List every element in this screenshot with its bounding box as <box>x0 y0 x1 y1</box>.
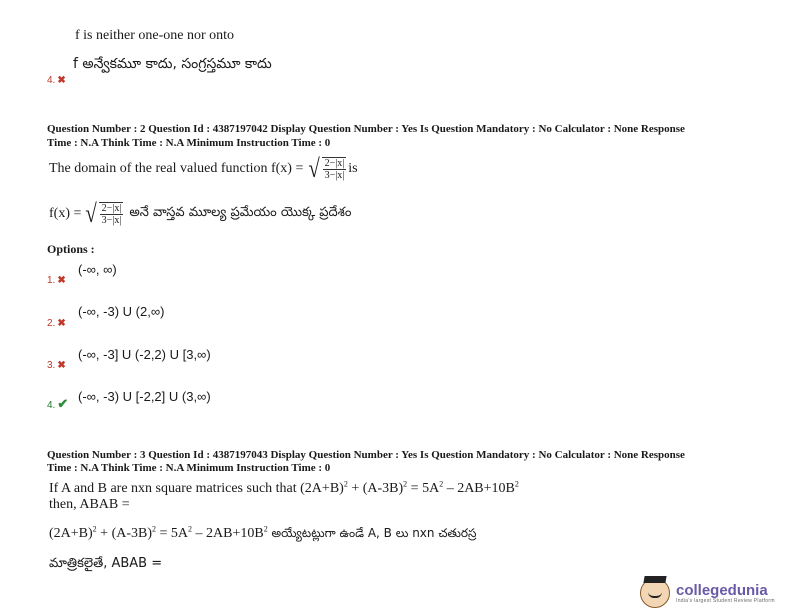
sqrt-icon: √ <box>85 199 98 228</box>
option-number: 1. <box>47 275 56 286</box>
sqrt-expression <box>84 199 123 228</box>
logo-tagline: India's largest Student Review Platform <box>676 597 775 604</box>
text-segment: – 2AB+10B <box>192 526 264 541</box>
option-2-marker <box>47 313 66 331</box>
sqrt-expression <box>307 154 346 183</box>
superscript: 2 <box>343 479 348 489</box>
q2-stem-en <box>49 154 358 183</box>
check-icon: ✔ <box>57 396 69 411</box>
option-1-text: (-∞, ∞) <box>78 262 117 277</box>
superscript: 2 <box>403 479 408 489</box>
text-segment: + (A-3B) <box>347 481 404 496</box>
q1-option-text-te: f అన్వేకమూ కాదు, సంగ్రస్తమూ కాదు <box>73 56 272 72</box>
fraction-numerator: 2−|x| <box>101 203 122 214</box>
q2-stem-en-suffix: is <box>348 161 358 176</box>
superscript: 2 <box>188 524 193 534</box>
q3-stem-en-line2: then, ABAB = <box>49 497 130 512</box>
option-number: 4. <box>47 400 56 411</box>
q2-stem-en-prefix: The domain of the real valued function f(x) = <box>49 161 304 176</box>
q3-header-line1: Question Number : 3 Question Id : 4387197043 Display Question Number : Yes Is Question Mandatory : No Calculator : None Response <box>47 449 685 461</box>
q2-stem-te-prefix: f(x) = <box>49 206 82 221</box>
q2-header-line1: Question Number : 2 Question Id : 4387197042 Display Question Number : Yes Is Question Mandatory : No Calculator : None Response <box>47 123 685 135</box>
q1-option-text-en: f is neither one-one nor onto <box>75 28 235 43</box>
q2-stem-te <box>49 199 352 228</box>
option-4-marker <box>47 395 68 413</box>
q2-stem-te-suffix: అనే వాస్తవ మూల్య ప్రమేయం యొక్క ప్రదేశం <box>129 205 352 220</box>
collegedunia-logo <box>640 578 775 608</box>
fraction-denominator: 3−|x| <box>101 215 122 226</box>
q1-option-4-marker <box>47 70 66 88</box>
q3-header-line2: Time : N.A Think Time : N.A Minimum Instruction Time : 0 <box>47 462 331 474</box>
fraction-denominator: 3−|x| <box>324 170 345 181</box>
superscript: 2 <box>152 524 157 534</box>
option-number: 4. <box>47 75 56 86</box>
logo-brand: collegedunia <box>676 581 768 599</box>
text-segment: + (A-3B) <box>96 526 153 541</box>
options-label: Options : <box>47 242 95 256</box>
option-1-marker <box>47 270 66 288</box>
superscript: 2 <box>514 479 519 489</box>
cross-icon: ✖ <box>57 360 66 371</box>
text-segment: – 2AB+10B <box>443 481 515 496</box>
option-4-text: (-∞, -3) U [-2,2] U (3,∞) <box>78 389 211 404</box>
cross-icon: ✖ <box>57 318 66 329</box>
cross-icon: ✖ <box>57 75 66 86</box>
q3-stem-en-line1 <box>49 481 519 497</box>
superscript: 2 <box>263 524 268 534</box>
option-3-text: (-∞, -3] U (-2,2) U [3,∞) <box>78 347 211 362</box>
text-segment: (2A+B) <box>49 526 93 541</box>
sqrt-icon: √ <box>308 154 321 183</box>
text-segment: If A and B are nxn square matrices such that (2A+B) <box>49 481 344 496</box>
superscript: 2 <box>92 524 97 534</box>
q3-stem-te-line2: మాత్రికలైతే, ABAB = <box>49 556 163 571</box>
superscript: 2 <box>439 479 444 489</box>
q2-header-line2: Time : N.A Think Time : N.A Minimum Instruction Time : 0 <box>47 137 331 149</box>
cross-icon: ✖ <box>57 275 66 286</box>
fraction-numerator: 2−|x| <box>324 158 345 169</box>
text-segment: అయ్యేటట్లుగా ఉండే A, B లు nxn చతురస్ర <box>267 526 477 540</box>
q3-stem-te-line1 <box>49 526 476 543</box>
text-segment: = 5A <box>407 481 440 496</box>
option-number: 3. <box>47 360 56 371</box>
option-3-marker <box>47 355 66 373</box>
graduate-mascot-icon <box>640 578 670 608</box>
option-2-text: (-∞, -3) U (2,∞) <box>78 304 165 319</box>
text-segment: = 5A <box>156 526 189 541</box>
option-number: 2. <box>47 318 56 329</box>
